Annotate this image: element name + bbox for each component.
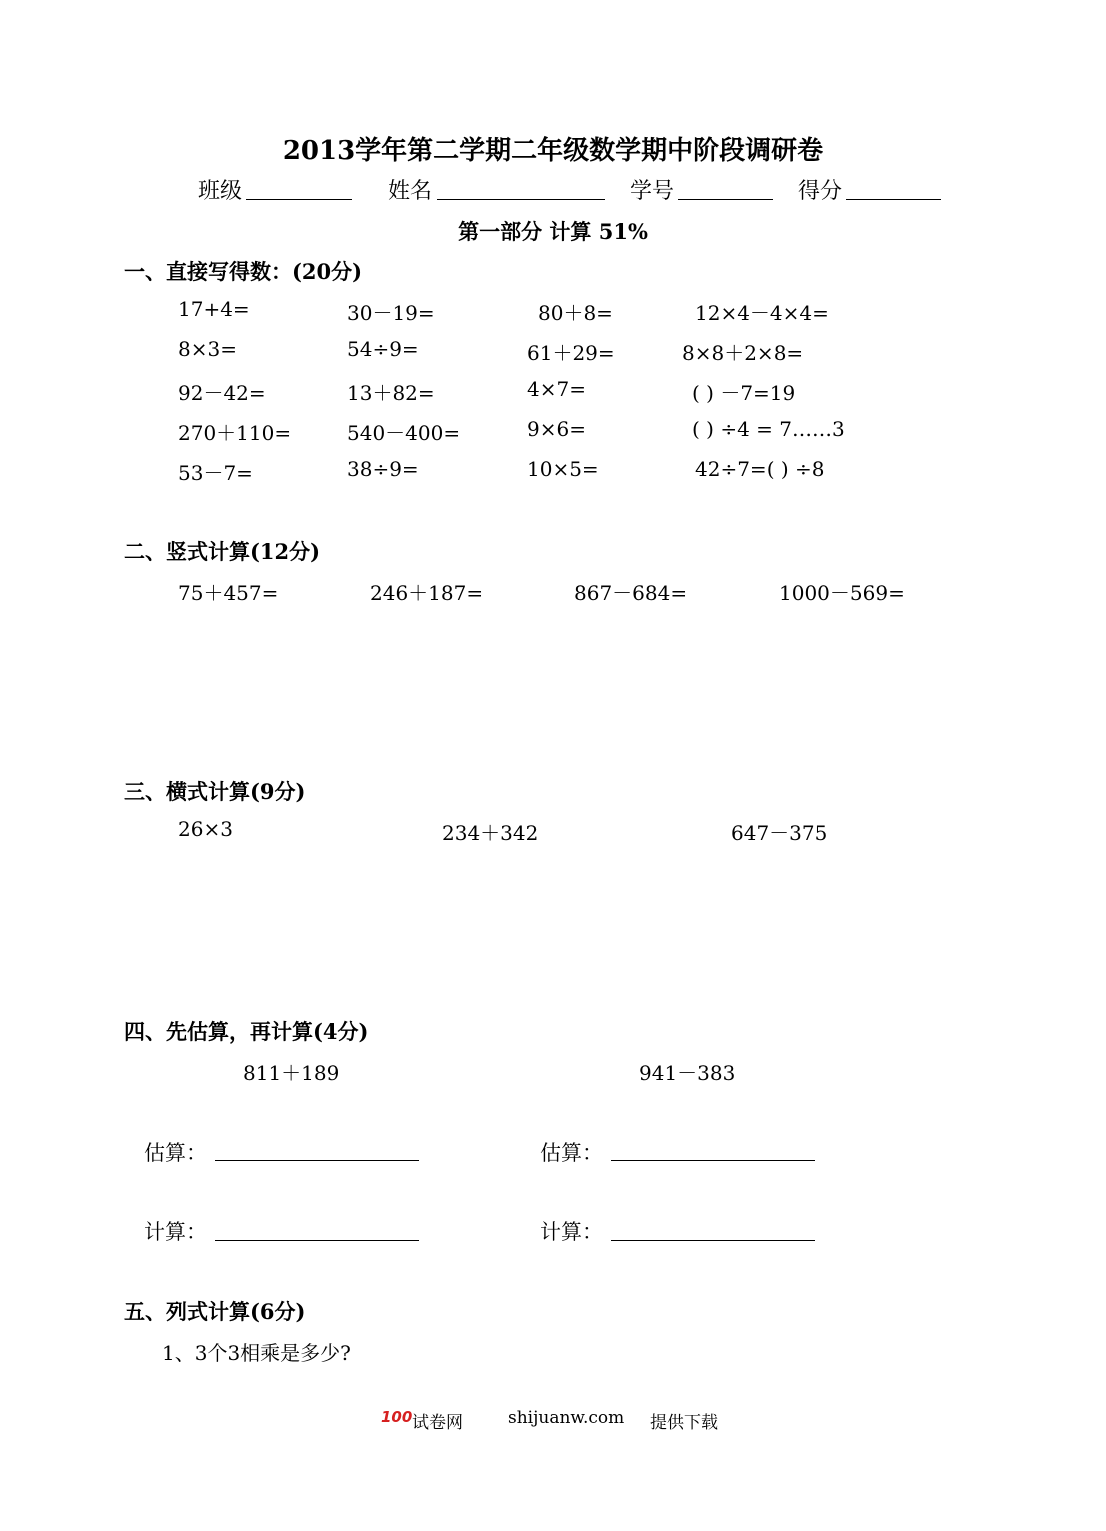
- compute-blank[interactable]: [611, 1240, 815, 1241]
- question: 80＋8=: [538, 301, 613, 325]
- question: 75＋457=: [178, 581, 279, 605]
- section-5-heading: 五、列式计算(6分): [124, 1299, 306, 1324]
- question: 92－42=: [178, 381, 266, 405]
- estimate-blank[interactable]: [215, 1160, 419, 1161]
- id-label: 学号: [630, 179, 675, 204]
- question: 8×3=: [178, 337, 237, 361]
- question: 42÷7=( ) ÷8: [695, 457, 825, 481]
- question: 4×7=: [527, 377, 586, 401]
- question: 811＋189: [243, 1061, 340, 1085]
- question: 12×4－4×4=: [695, 301, 829, 325]
- question: 54÷9=: [347, 337, 419, 361]
- compute-label: 计算：: [540, 1220, 603, 1244]
- question: 941－383: [639, 1061, 736, 1085]
- site-name: 试卷网: [412, 1413, 463, 1433]
- footer-note: 提供下载: [650, 1413, 718, 1433]
- question: 647－375: [731, 821, 828, 845]
- compute-label: 计算：: [144, 1220, 207, 1244]
- name-blank[interactable]: [437, 199, 605, 200]
- part-heading: 第一部分 计算 51%: [458, 219, 648, 244]
- question: 1000－569=: [779, 581, 905, 605]
- site-logo: 100: [381, 1408, 413, 1426]
- score-label: 得分: [798, 179, 843, 204]
- class-label: 班级: [198, 179, 243, 204]
- question: 38÷9=: [347, 457, 419, 481]
- question: 1、3个3相乘是多少?: [162, 1341, 351, 1365]
- question: 30－19=: [347, 301, 435, 325]
- question: 540－400=: [347, 421, 461, 445]
- question: 867－684=: [574, 581, 688, 605]
- site-domain-link[interactable]: shijuanw.com: [508, 1408, 625, 1428]
- question: 26×3: [178, 817, 233, 841]
- question: 234＋342: [442, 821, 539, 845]
- section-1-heading: 一、直接写得数：(20分): [124, 259, 363, 284]
- estimate-blank[interactable]: [611, 1160, 815, 1161]
- question: 61＋29=: [527, 341, 615, 365]
- question: 10×5=: [527, 457, 599, 481]
- question: 246＋187=: [370, 581, 484, 605]
- question: 17+4=: [178, 297, 250, 321]
- score-blank[interactable]: [846, 199, 941, 200]
- compute-blank[interactable]: [215, 1240, 419, 1241]
- id-blank[interactable]: [678, 199, 773, 200]
- page-title: 2013学年第二学期二年级数学期中阶段调研卷: [282, 136, 824, 166]
- question: 8×8＋2×8=: [682, 341, 804, 365]
- question: 53－7=: [178, 461, 253, 485]
- question: ( ) －7=19: [692, 381, 796, 405]
- section-2-heading: 二、竖式计算(12分): [124, 539, 321, 564]
- name-label: 姓名: [388, 179, 433, 204]
- estimate-label: 估算：: [540, 1141, 603, 1165]
- section-4-heading: 四、先估算，再计算(4分): [124, 1019, 369, 1044]
- section-3-heading: 三、横式计算(9分): [124, 779, 306, 804]
- estimate-label: 估算：: [144, 1141, 207, 1165]
- class-blank[interactable]: [246, 199, 352, 200]
- question: ( ) ÷4 = 7……3: [692, 417, 845, 441]
- question: 9×6=: [527, 417, 586, 441]
- question: 13＋82=: [347, 381, 435, 405]
- question: 270＋110=: [178, 421, 292, 445]
